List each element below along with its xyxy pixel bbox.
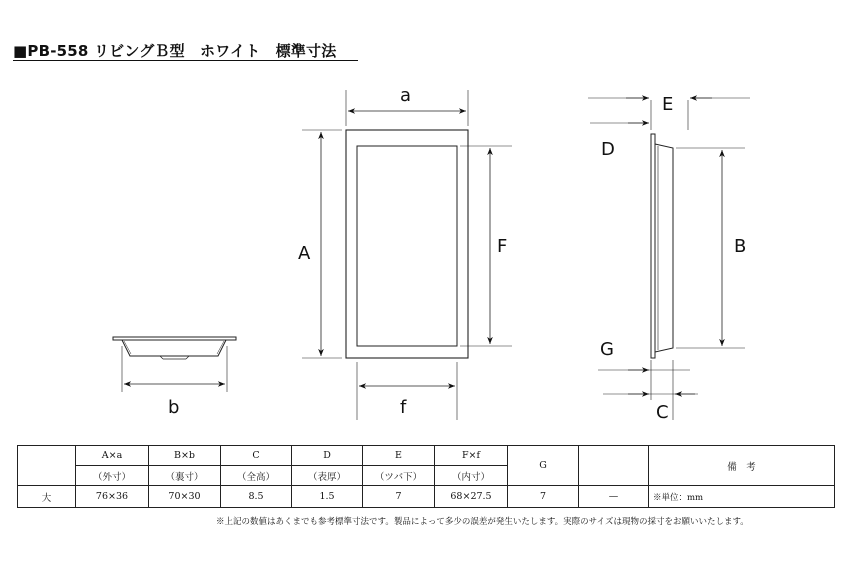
spec-table (17, 445, 835, 508)
header-thickness: D (292, 446, 363, 466)
header-height-sub: （全高） (221, 466, 292, 486)
cell-blank: — (579, 486, 649, 508)
page-title: ■PB-558 リビングＢ型 ホワイト 標準寸法 (13, 42, 337, 60)
label-b: b (168, 397, 180, 418)
footnote: ※上記の数値はあくまでも参考標準寸法です。製品によって多少の誤差が発生いたします。実際のサイズは現物の採寸をお願いいたします。 (216, 517, 749, 527)
cell-back: 70×30 (149, 486, 221, 508)
header-back: B×b (149, 446, 221, 466)
cell-G: 7 (508, 486, 579, 508)
header-inner: F×f (435, 446, 508, 466)
front-view (302, 90, 512, 420)
label-a: a (400, 85, 412, 106)
cell-remarks: ※単位：mm (649, 486, 835, 508)
label-B: B (734, 236, 747, 257)
label-G: G (600, 339, 614, 360)
label-D: D (601, 139, 615, 160)
header-height: C (221, 446, 292, 466)
cell-size: 大 (18, 486, 76, 508)
label-F: F (497, 236, 508, 257)
cell-flange: 7 (363, 486, 435, 508)
header-inner-sub: （内寸） (435, 466, 508, 486)
cell-outer: 76×36 (76, 486, 149, 508)
header-size (18, 446, 76, 486)
header-thickness-sub: （表厚） (292, 466, 363, 486)
header-outer: A×a (76, 446, 149, 466)
header-remarks: 備 考 (649, 446, 835, 486)
label-A: A (298, 243, 311, 264)
cell-thickness: 1.5 (292, 486, 363, 508)
table-row (18, 486, 835, 508)
label-E: E (662, 94, 674, 115)
label-C: C (656, 402, 669, 423)
cell-inner: 68×27.5 (435, 486, 508, 508)
header-flange-sub: （ツバ下） (363, 466, 435, 486)
header-back-sub: （裏寸） (149, 466, 221, 486)
header-flange: E (363, 446, 435, 466)
header-outer-sub: （外寸） (76, 466, 149, 486)
bottom-view (113, 337, 236, 392)
cell-height: 8.5 (221, 486, 292, 508)
header-G: G (508, 446, 579, 486)
header-blank (579, 446, 649, 486)
label-f: f (400, 397, 407, 418)
